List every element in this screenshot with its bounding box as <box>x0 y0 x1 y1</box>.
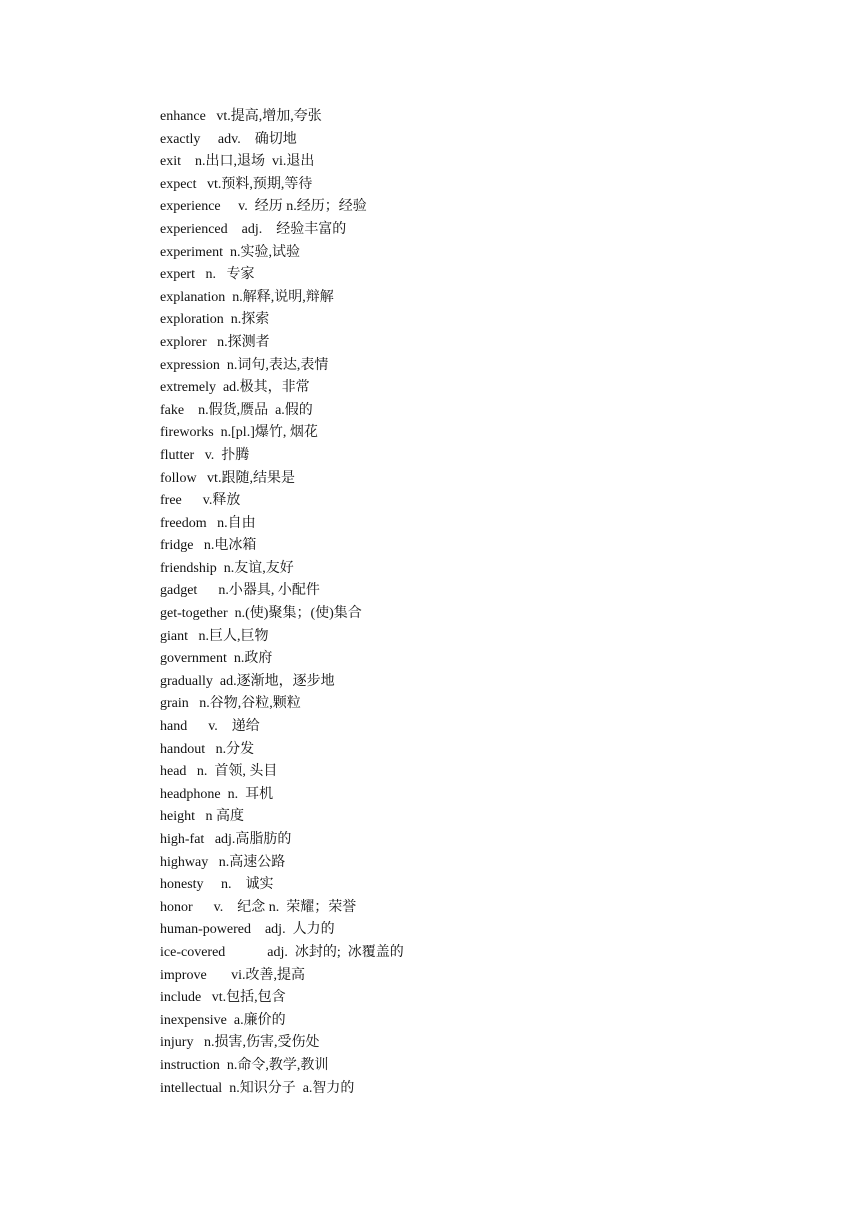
vocab-entry: exploration n.探索 <box>160 312 270 328</box>
vocabulary-list <box>160 106 404 1100</box>
vocab-entry: honor v. 纪念 n. 荣耀；荣誉 <box>160 899 357 915</box>
vocab-entry: hand v. 递给 <box>160 719 260 735</box>
vocab-entry: expect vt.预料,预期,等待 <box>160 176 313 192</box>
vocab-entry: flutter v. 扑腾 <box>160 447 250 463</box>
vocab-entry: freedom n.自由 <box>160 515 256 531</box>
vocab-entry: fake n.假货,赝品 a.假的 <box>160 402 313 418</box>
vocab-entry: extremely ad.极其，非常 <box>160 380 310 396</box>
vocab-entry: exactly adv. 确切地 <box>160 131 297 147</box>
vocab-entry: follow vt.跟随,结果是 <box>160 470 295 486</box>
vocab-entry: inexpensive a.廉价的 <box>160 1012 286 1028</box>
vocab-entry: expert n. 专家 <box>160 267 255 283</box>
vocab-entry: height n 高度 <box>160 809 244 825</box>
vocab-entry: experiment n.实验,试验 <box>160 244 300 260</box>
vocab-entry: government n.政府 <box>160 651 273 667</box>
vocab-entry: improve vi.改善,提高 <box>160 967 306 983</box>
vocab-entry: headphone n. 耳机 <box>160 786 274 802</box>
vocab-entry: exit n.出口,退场 vi.退出 <box>160 154 315 170</box>
vocab-entry: free v.释放 <box>160 493 241 509</box>
vocab-entry: honesty n. 诚实 <box>160 877 274 893</box>
vocab-entry: grain n.谷物,谷粒,颗粒 <box>160 696 301 712</box>
vocab-entry: head n. 首领, 头目 <box>160 764 278 780</box>
vocab-entry: intellectual n.知识分子 a.智力的 <box>160 1080 355 1096</box>
vocab-entry: include vt.包括,包含 <box>160 990 286 1006</box>
vocab-entry: explanation n.解释,说明,辩解 <box>160 289 334 305</box>
vocab-entry: enhance vt.提高,增加,夸张 <box>160 109 322 124</box>
vocab-entry: giant n.巨人,巨物 <box>160 628 269 644</box>
vocab-entry: high-fat adj.高脂肪的 <box>160 832 292 847</box>
vocab-entry: gradually ad.逐渐地，逐步地 <box>160 673 335 689</box>
vocab-entry: handout n.分发 <box>160 741 255 757</box>
vocab-entry: friendship n.友谊,友好 <box>160 560 294 576</box>
vocab-entry: experience v. 经历 n.经历；经验 <box>160 199 367 215</box>
vocab-entry: fridge n.电冰箱 <box>160 538 257 554</box>
vocab-entry: injury n.损害,伤害,受伤处 <box>160 1035 320 1051</box>
vocab-entry: fireworks n.[pl.]爆竹, 烟花 <box>160 425 318 441</box>
vocab-entry: human-powered adj. 人力的 <box>160 922 335 938</box>
vocab-entry: get-together n.(使)聚集；(使)集合 <box>160 606 362 622</box>
vocab-entry: gadget n.小器具, 小配件 <box>160 583 320 599</box>
vocab-entry: highway n.高速公路 <box>160 854 286 870</box>
vocab-entry: expression n.词句,表达,表情 <box>160 357 329 373</box>
vocab-entry: explorer n.探测者 <box>160 334 270 350</box>
vocab-entry: experienced adj. 经验丰富的 <box>160 221 347 237</box>
vocab-entry: instruction n.命令,教学,教训 <box>160 1057 329 1073</box>
vocab-entry: ice-covered adj. 冰封的; 冰覆盖的 <box>160 944 404 960</box>
